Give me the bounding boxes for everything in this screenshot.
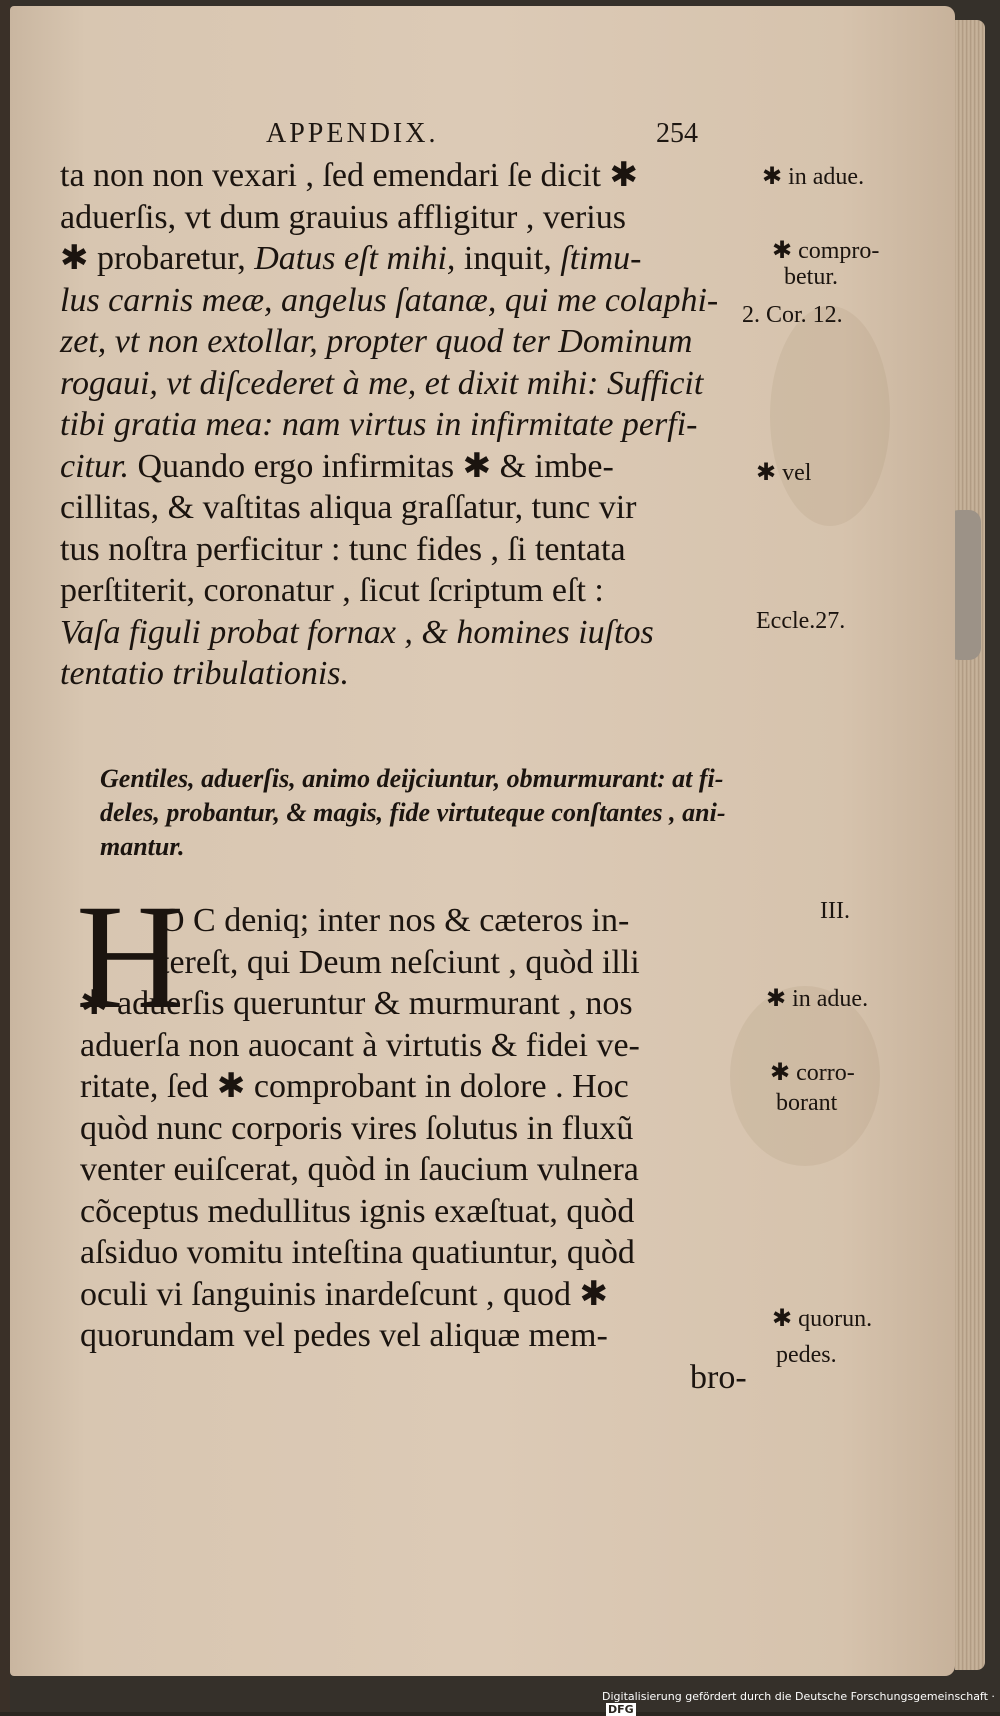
book-cover-edge — [0, 0, 10, 1712]
roman-text: ta non non vexari , ſed emendari ſe dicit ✱ — [60, 157, 638, 194]
text-line — [60, 280, 760, 322]
italic-text: citur. — [60, 447, 129, 485]
italic-text: Datus eſt mihi, — [254, 240, 456, 277]
margin-note: III. — [820, 898, 850, 924]
text-line — [60, 653, 760, 695]
text-line — [60, 529, 760, 571]
heading-line: mantur. — [100, 832, 185, 861]
text-line: ✱ aduerſis queruntur & murmurant , nos — [80, 985, 633, 1022]
italic-text: tibi gratia mea: nam virtus in infirmitate perfi- — [60, 406, 698, 443]
italic-text: rogaui, vt diſcederet à me, et dixit mihi: Sufficit — [60, 364, 704, 402]
margin-note: ✱ compro- — [772, 238, 880, 264]
margin-note: borant — [776, 1090, 838, 1116]
running-head: APPENDIX. — [266, 118, 439, 149]
italic-text: Vaſa figuli probat fornax , & homines iuſtos — [60, 613, 654, 651]
text-line: cõceptus medullitus ignis exæſtuat, quòd — [80, 1192, 635, 1230]
text-line: quorundam vel pedes vel aliquæ mem- — [80, 1317, 608, 1354]
text-line — [60, 197, 760, 239]
heading-line: deles, probantur, & magis, fide virtuteque conſtantes , ani- — [100, 798, 726, 827]
margin-note: ✱ quorun. — [772, 1306, 873, 1332]
text-line — [60, 404, 760, 446]
section-summary-heading — [100, 762, 780, 864]
dfg-logo: DFG — [608, 1703, 634, 1716]
text-line — [60, 612, 760, 654]
body-text-section-1 — [60, 155, 760, 695]
roman-text: aduerſis, vt dum grauius affligitur , verius — [60, 198, 626, 236]
catchword: bro- — [690, 1358, 747, 1396]
text-line — [60, 321, 760, 363]
page-number: 254 — [656, 118, 698, 149]
footer-text: Digitalisierung gefördert durch die Deutsche Forschungsgemeinschaft · — [602, 1690, 995, 1703]
margin-note: ✱ corro- — [770, 1060, 855, 1086]
text-line: aſsiduo vomitu inteſtina quatiuntur, quòd — [80, 1234, 635, 1271]
text-line: ritate, ſed ✱ comprobant in dolore . Hoc — [80, 1068, 629, 1105]
text-line: oculi vi ſanguinis inardeſcunt , quod ✱ — [80, 1275, 609, 1313]
margin-note: 2. Cor. 12. — [742, 302, 843, 328]
digitization-footer — [602, 1690, 1000, 1716]
italic-text: zet, vt non extollar, propter quod ter Dominum — [60, 323, 693, 360]
roman-text: ✱ probaretur, — [60, 240, 255, 277]
roman-text: cillitas, & vaſtitas aliqua graſſatur, tunc vir — [60, 489, 637, 526]
text-line — [60, 363, 760, 405]
roman-text: Quando ergo infirmitas ✱ & imbe- — [128, 447, 614, 485]
text-line — [60, 446, 760, 488]
book-fore-edge — [955, 20, 985, 1670]
margin-note: pedes. — [776, 1342, 837, 1368]
text-line: aduerſa non auocant à virtutis & fidei ve- — [80, 1026, 640, 1064]
italic-text: tentatio tribulationis. — [60, 655, 350, 692]
margin-note: Eccle.27. — [756, 608, 846, 634]
text-line — [60, 570, 760, 612]
text-line: tereſt, qui Deum neſciunt , quòd illi — [160, 943, 640, 981]
heading-line: Gentiles, aduerſis, animo deijciuntur, obmurmurant: at fi- — [100, 764, 724, 793]
roman-text: inquit, — [455, 240, 561, 277]
margin-note: ✱ in adue. — [766, 986, 869, 1012]
margin-note: betur. — [784, 264, 838, 290]
text-line: quòd nunc corporis vires ſolutus in fluxũ — [80, 1109, 634, 1147]
italic-text: lus carnis meæ, angelus ſatanæ, qui me colaphi- — [60, 281, 719, 319]
margin-note: ✱ in adue. — [762, 164, 865, 190]
text-line: venter euiſcerat, quòd in ſaucium vulnera — [80, 1151, 639, 1188]
roman-text: tus noſtra perficitur : tunc fides , ſi tentata — [60, 530, 626, 568]
paper-stain — [770, 306, 890, 526]
text-line — [60, 155, 760, 197]
roman-text: perſtiterit, coronatur , ſicut ſcriptum eſt : — [60, 572, 604, 609]
drop-cap: H — [76, 874, 185, 1040]
text-line: O C deniq; inter nos & cæteros in- — [160, 902, 630, 939]
margin-note: ✱ vel — [756, 460, 812, 486]
text-line — [60, 487, 760, 529]
italic-text: ſtimu- — [560, 240, 642, 277]
body-text-section-2 — [80, 900, 780, 1398]
text-line — [60, 238, 760, 280]
